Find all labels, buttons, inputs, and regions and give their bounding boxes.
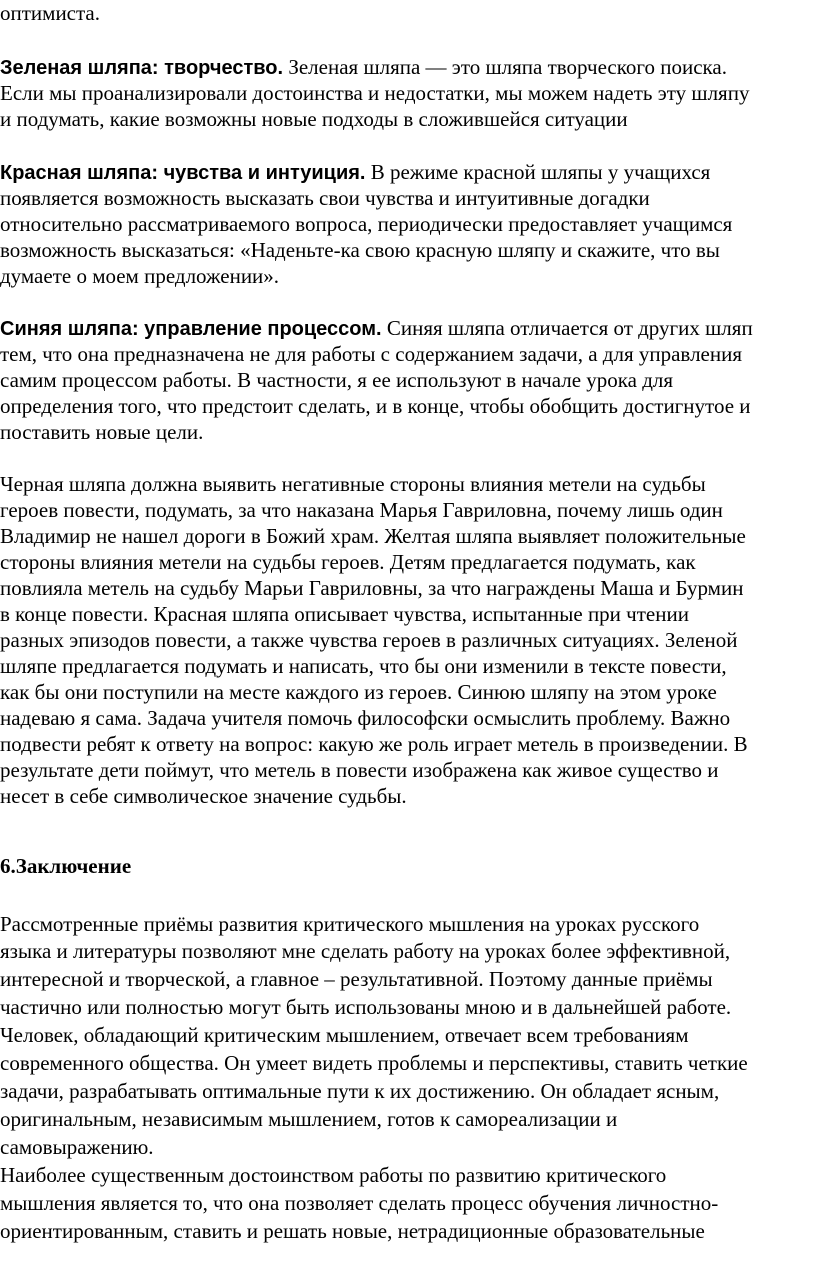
- blue-hat-line-1: [0, 315, 753, 342]
- conclusion-line: частично или полностью могут быть использованы мною и в дальнейшей работе.: [0, 995, 732, 1019]
- blue-hat-line-3: самим процессом работы. В частности, я ее используют в начале урока для: [0, 368, 674, 392]
- conclusion-line: Рассмотренные приёмы развития критического мышления на уроках русского: [0, 912, 700, 936]
- lesson-line: в конце повести. Красная шляпа описывает чувства, испытанные при чтении: [0, 602, 689, 626]
- green-hat-line-1: [0, 54, 727, 81]
- red-hat-title: Красная шляпа: чувства и интуиция.: [0, 162, 366, 184]
- conclusion-line: мышления является то, что она позволяет сделать процесс обучения личностно-: [0, 1191, 719, 1215]
- lesson-line: стороны влияния метели на судьбы героев. Детям предлагается подумать, как: [0, 550, 696, 574]
- conclusion-line: Человек, обладающий критическим мышлением, отвечает всем требованиям: [0, 1023, 689, 1047]
- red-hat-line-5: думаете о моем предложении».: [0, 264, 280, 288]
- lesson-line: шляпе предлагается подумать и написать, что бы они изменили в тексте повести,: [0, 654, 727, 678]
- blue-hat-title: Синяя шляпа: управление процессом.: [0, 318, 382, 340]
- section-heading: 6.Заключение: [0, 854, 132, 878]
- conclusion-line: задачи, разрабатывать оптимальные пути к их достижению. Он обладает ясным,: [0, 1079, 720, 1103]
- red-hat-text: В режиме красной шляпы у учащихся: [365, 160, 711, 184]
- green-hat-line-2: Если мы проанализировали достоинства и недостатки, мы можем надеть эту шляпу: [0, 81, 750, 105]
- conclusion-line: ориентированным, ставить и решать новые, нетрадиционные образовательные: [0, 1219, 705, 1243]
- red-hat-line-2: появляется возможность высказать свои чувства и интуитивные догадки: [0, 186, 650, 210]
- conclusion-line: языка и литературы позволяют мне сделать работу на уроках более эффективной,: [0, 939, 731, 963]
- conclusion-line: самовыражению.: [0, 1135, 154, 1159]
- green-hat-title: Зеленая шляпа: творчество.: [0, 57, 284, 79]
- conclusion-line: оригинальным, независимым мышлением, готов к самореализации и: [0, 1107, 618, 1131]
- green-hat-line-3: и подумать, какие возможны новые подходы в сложившейся ситуации: [0, 107, 628, 131]
- red-hat-line-1: [0, 159, 710, 186]
- conclusion-line: Наиболее существенным достоинством работы по развитию критического: [0, 1163, 667, 1187]
- lesson-line: надеваю я сама. Задача учителя помочь философски осмыслить проблему. Важно: [0, 706, 731, 730]
- lesson-line: разных эпизодов повести, а также чувства героев в различных ситуациях. Зеленой: [0, 628, 738, 652]
- conclusion-line: современного общества. Он умеет видеть проблемы и перспективы, ставить четкие: [0, 1051, 748, 1075]
- lesson-line: Владимир не нашел дороги в Божий храм. Желтая шляпа выявляет положительные: [0, 524, 746, 548]
- blue-hat-line-5: поставить новые цели.: [0, 420, 204, 444]
- blue-hat-line-4: определения того, что предстоит сделать, и в конце, чтобы обобщить достигнутое и: [0, 394, 751, 418]
- lesson-line: повлияла метель на судьбу Марьи Гавриловны, за что награждены Маша и Бурмин: [0, 576, 744, 600]
- intro-tail: оптимиста.: [0, 1, 101, 25]
- lesson-line: несет в себе символическое значение судьбы.: [0, 784, 407, 808]
- lesson-line: подвести ребят к ответу на вопрос: какую же роль играет метель в произведении. В: [0, 732, 748, 756]
- red-hat-line-4: возможность высказаться: «Наденьте-ка свою красную шляпу и скажите, что вы: [0, 238, 720, 262]
- green-hat-text: Зеленая шляпа — это шляпа творческого поиска.: [283, 55, 727, 79]
- lesson-line: героев повести, подумать, за что наказана Марья Гавриловна, почему лишь один: [0, 498, 723, 522]
- lesson-line: как бы они поступили на месте каждого из героев. Синюю шляпу на этом уроке: [0, 680, 717, 704]
- blue-hat-text: Синяя шляпа отличается от других шляп: [381, 316, 753, 340]
- red-hat-line-3: относительно рассматриваемого вопроса, периодически предоставляет учащимся: [0, 212, 733, 236]
- conclusion-line: интересной и творческой, а главное – результативной. Поэтому данные приёмы: [0, 967, 713, 991]
- lesson-line: Черная шляпа должна выявить негативные стороны влияния метели на судьбы: [0, 472, 706, 496]
- lesson-line: результате дети поймут, что метель в повести изображена как живое существо и: [0, 758, 719, 782]
- blue-hat-line-2: тем, что она предназначена не для работы с содержанием задачи, а для управления: [0, 342, 743, 366]
